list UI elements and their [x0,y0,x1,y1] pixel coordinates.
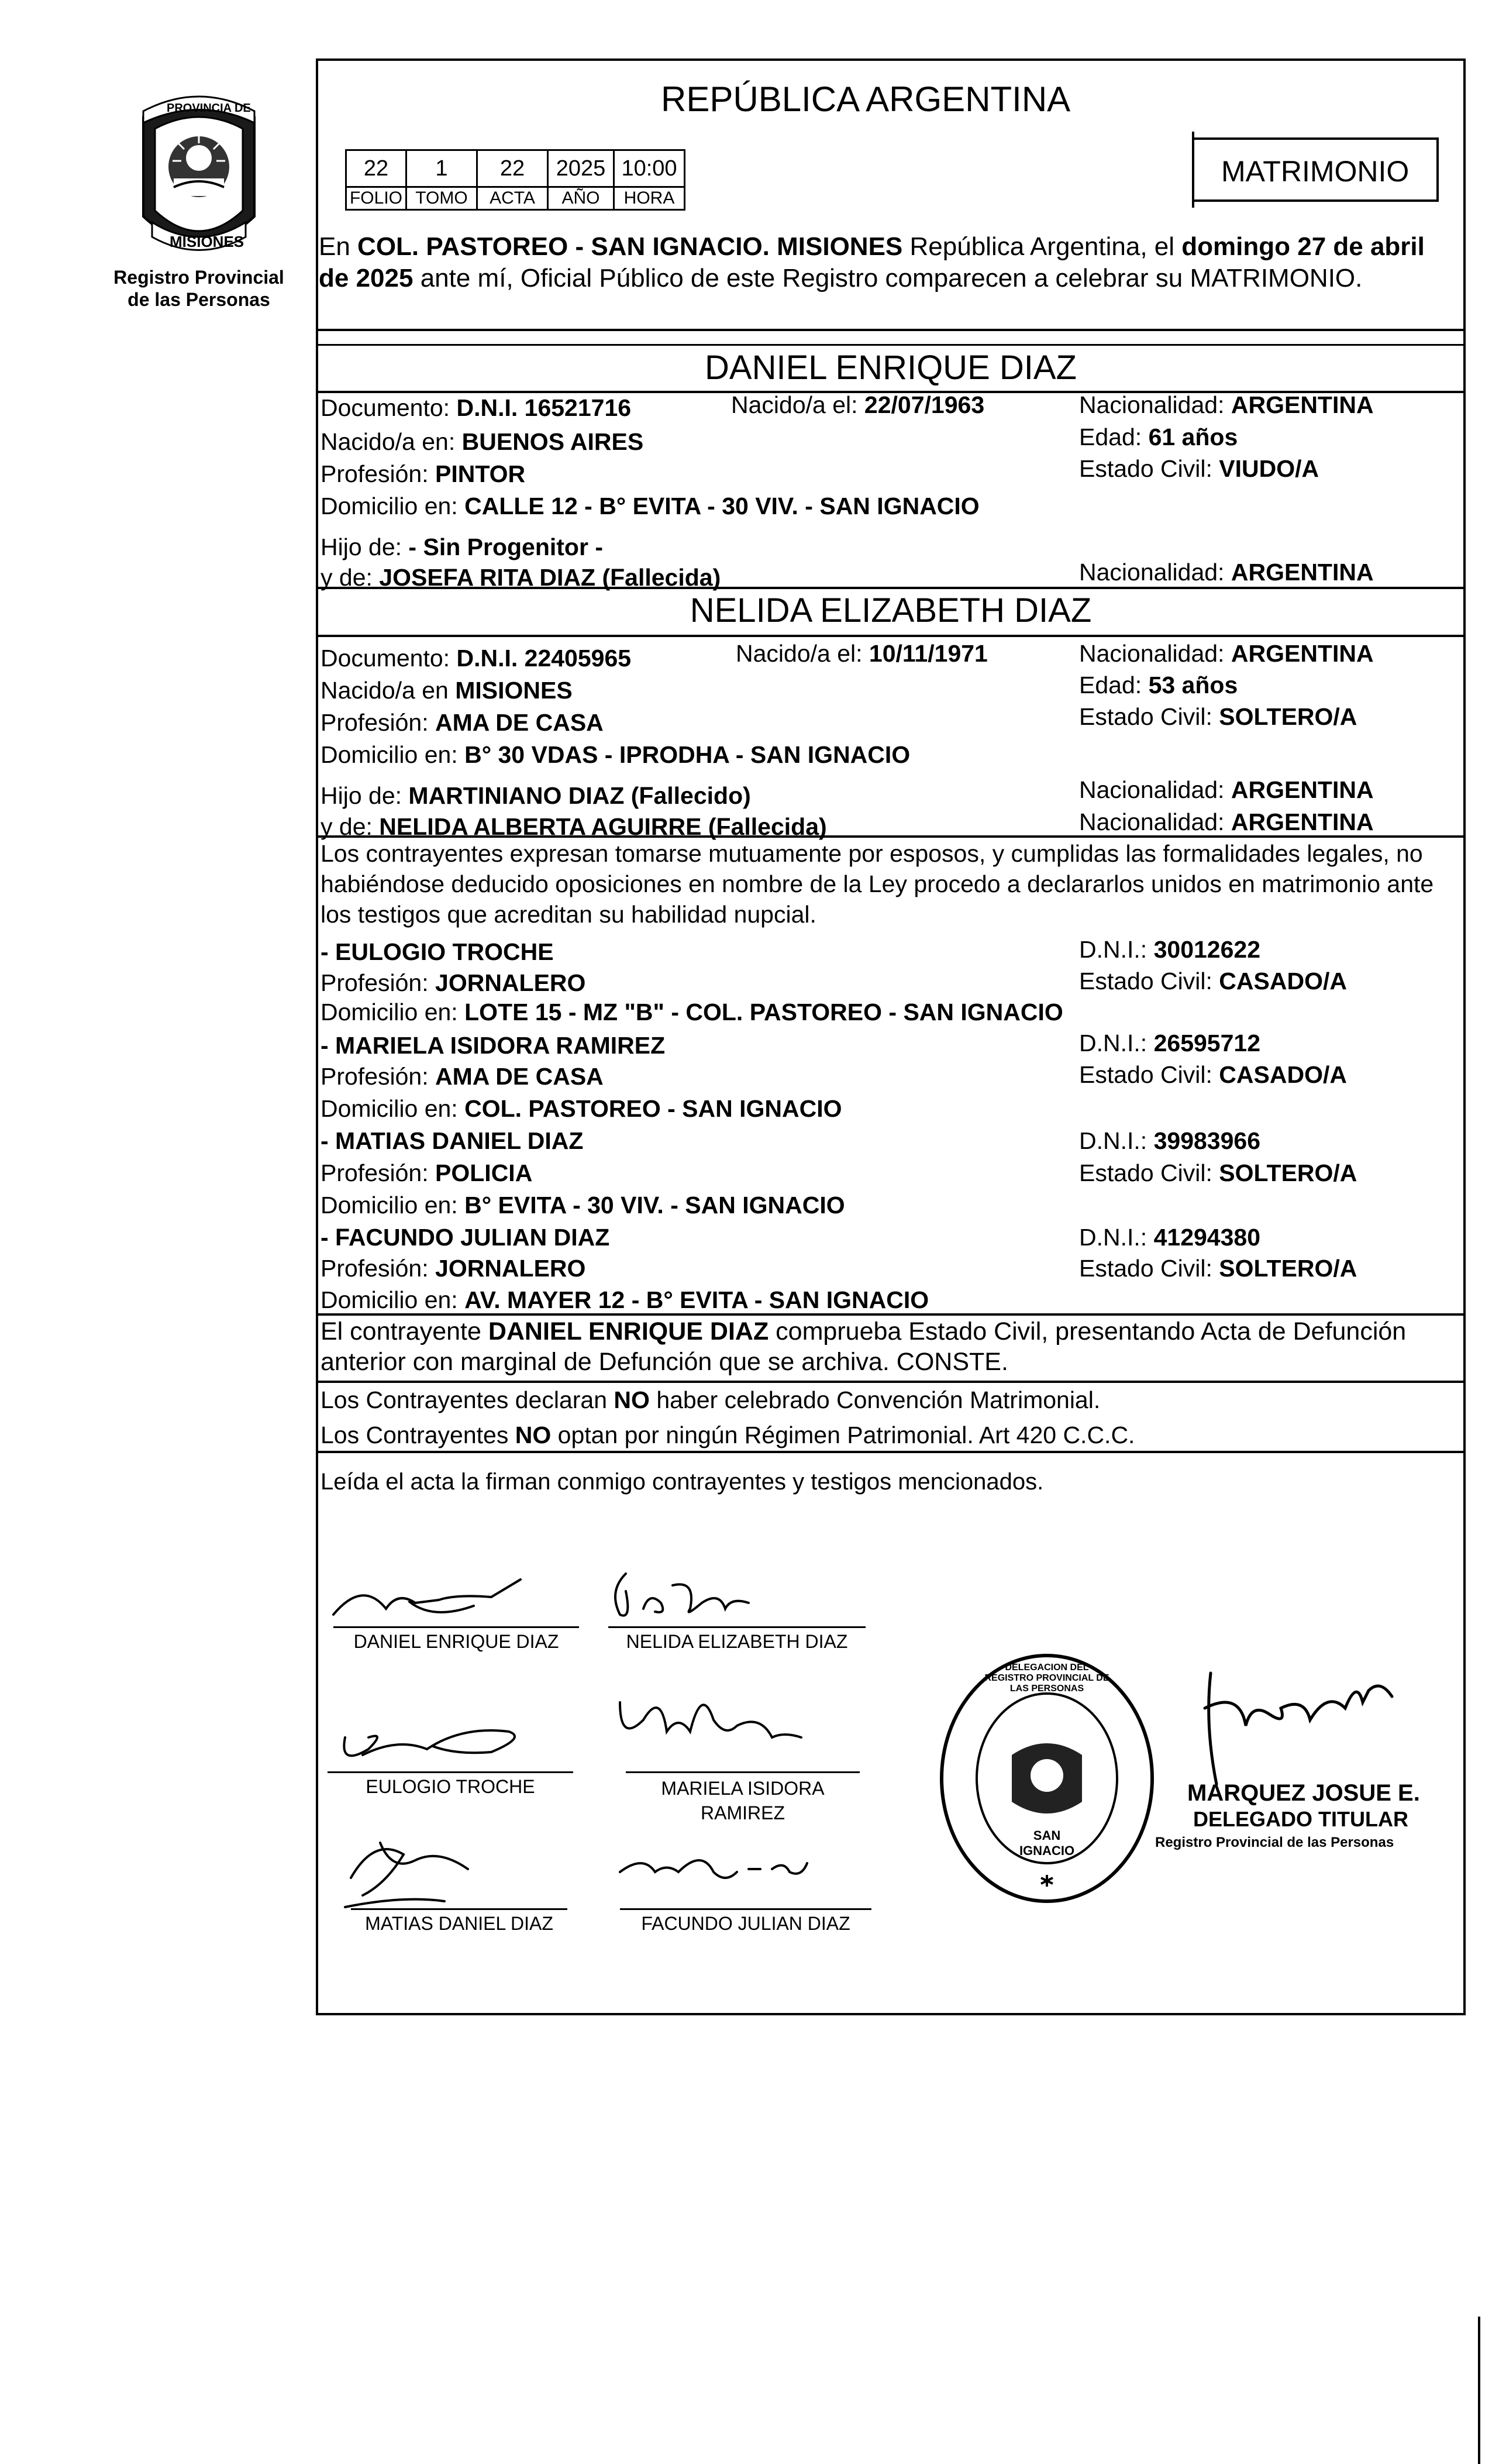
spouse2-padre-nacionalidad: Nacionalidad: ARGENTINA [1079,776,1374,803]
caption-line2: de las Personas [127,289,270,310]
spouse1-profesion: Profesión: PINTOR [321,460,526,487]
witness1-domicilio: Domicilio en: LOTE 15 - MZ "B" - COL. PASTOREO - SAN IGNACIO [321,999,1063,1025]
intro-place: COL. PASTOREO - SAN IGNACIO. MISIONES [357,232,903,261]
spouse1-y-de: y de: JOSEFA RITA DIAZ (Fallecida) [321,564,721,591]
convention-line2: Los Contrayentes NO optan por ningún Régimen Patrimonial. Art 420 C.C.C. [321,1422,1135,1448]
witness1-profesion: Profesión: JORNALERO [321,969,586,996]
spouse1-madre-nacionalidad: Nacionalidad: ARGENTINA [1079,559,1374,586]
anio-label: AÑO [548,187,614,210]
divider [316,1451,1466,1453]
anio-value: 2025 [548,150,614,187]
signature-line [351,1908,567,1910]
registry-caption [94,266,304,311]
signature-label-witness3: MATIAS DANIEL DIAZ [365,1913,553,1934]
spouse2-documento: Documento: D.N.I. 22405965 [321,645,632,672]
spouse2-madre-nacionalidad: Nacionalidad: ARGENTINA [1079,808,1374,835]
witness2-domicilio: Domicilio en: COL. PASTOREO - SAN IGNACIO [321,1095,842,1122]
witness3-domicilio: Domicilio en: B° EVITA - 30 VIV. - SAN IGNACIO [321,1192,845,1219]
spouse2-edad: Edad: 53 años [1079,672,1238,698]
divider [316,635,1466,637]
spouse2-nacido-en: Nacido/a en MISIONES [321,677,573,704]
signature-line [626,1771,860,1773]
spouse2-y-de: y de: NELIDA ALBERTA AGUIRRE (Fallecida) [321,813,827,840]
declaration-paragraph: Los contrayentes expresan tomarse mutuamente por esposos, y cumplidas las formalidades legales, no habiéndose deducido oposiciones en nombre de la Ley procedo a declararlos unidos en matrimonio ante los testigos que acreditan su habilidad nupcial. [321,840,1434,928]
divider [316,344,1466,346]
margin-mark [1478,2317,1480,2464]
signature-line [608,1626,866,1628]
convention-line1: Los Contrayentes declaran NO haber celebrado Convención Matrimonial. [321,1386,1101,1413]
official-name: MARQUEZ JOSUE E. [1187,1780,1420,1806]
act-type-box-left [1192,132,1194,208]
spouse2-nacido-el: Nacido/a el: 10/11/1971 [736,640,988,667]
signature-label-spouse1: DANIEL ENRIQUE DIAZ [353,1631,559,1652]
folio-label: FOLIO [346,187,406,210]
spouse2-domicilio: Domicilio en: B° 30 VDAS - IPRODHA - SAN IGNACIO [321,741,911,768]
witness2-profesion: Profesión: AMA DE CASA [321,1063,604,1090]
witness2-dni: D.N.I.: 26595712 [1079,1030,1261,1057]
witness4-dni: D.N.I.: 41294380 [1079,1224,1261,1251]
divider [316,835,1466,838]
registry-logo [120,94,278,269]
official-signature-icon [1170,1656,1450,1796]
spouse2-profesion: Profesión: AMA DE CASA [321,709,604,736]
spouse2-hijo-de: Hijo de: MARTINIANO DIAZ (Fallecido) [321,782,751,809]
stamp-ring-text: DELEGACION DEL REGISTRO PROVINCIAL DE LAS PERSONAS [984,1663,1109,1694]
registry-table [345,149,685,211]
signature-label-witness2: MARIELA ISIDORA RAMIREZ [661,1778,825,1823]
acta-value: 22 [477,150,548,187]
divider [316,587,1466,589]
witness3-estado-civil: Estado Civil: SOLTERO/A [1079,1159,1357,1186]
spouse1-nacido-el: Nacido/a el: 22/07/1963 [731,391,985,418]
witness1-name: - EULOGIO TROCHE [321,938,554,965]
official-stamp [936,1650,1158,1907]
spouse1-domicilio: Domicilio en: CALLE 12 - B° EVITA - 30 VIV. - SAN IGNACIO [321,493,980,519]
intro-text-1: En [319,232,358,261]
stamp-inner-text: SAN IGNACIO [1019,1828,1075,1858]
spouse1-nacido-en: Nacido/a en: BUENOS AIRES [321,428,644,455]
witness1-dni: D.N.I.: 30012622 [1079,936,1261,963]
spouse1-nacionalidad: Nacionalidad: ARGENTINA [1079,391,1374,418]
civil-status-note: El contrayente DANIEL ENRIQUE DIAZ comprueba Estado Civil, presentando Acta de Defunción anterior con marginal de Defunción que se archiva. CONSTE. [321,1317,1407,1376]
tomo-label: TOMO [406,187,477,210]
signature-label-witness1: EULOGIO TROCHE [366,1776,535,1797]
official-title: DELEGADO TITULAR [1193,1807,1408,1831]
hora-value: 10:00 [614,150,685,187]
intro-date: domingo 27 de abril de 2025 [319,232,1425,292]
hora-label: HORA [614,187,685,210]
spouse2-estado-civil: Estado Civil: SOLTERO/A [1079,703,1357,730]
divider [316,1313,1466,1316]
intro-text-3: ante mí, Oficial Público de este Registro comparecen a celebrar su MATRIMONIO. [413,264,1363,292]
signature-label-spouse2: NELIDA ELIZABETH DIAZ [626,1631,848,1652]
seal-text-bottom: MISIONES [170,233,244,250]
witness4-estado-civil: Estado Civil: SOLTERO/A [1079,1255,1357,1282]
witness1-estado-civil: Estado Civil: CASADO/A [1079,968,1347,994]
folio-value: 22 [346,150,406,187]
witness3-name: - MATIAS DANIEL DIAZ [321,1127,584,1154]
signature-line [620,1908,871,1910]
handwritten-signatures-icon [316,1544,959,1942]
spouse2-name: NELIDA ELIZABETH DIAZ [690,591,1092,629]
spouse1-edad: Edad: 61 años [1079,424,1238,450]
divider [316,1381,1466,1383]
closing-text: Leída el acta la firman conmigo contrayentes y testigos mencionados. [321,1469,1044,1495]
divider [316,329,1466,331]
spouse1-hijo-de: Hijo de: - Sin Progenitor - [321,534,603,560]
tomo-value: 1 [406,150,477,187]
acta-label: ACTA [477,187,548,210]
signature-line [328,1771,573,1773]
intro-paragraph [319,231,1456,294]
intro-text-2: República Argentina, el [902,232,1182,261]
act-type-box [1193,137,1439,202]
caption-line1: Registro Provincial [113,267,284,288]
spouse1-estado-civil: Estado Civil: VIUDO/A [1079,455,1319,482]
witness2-estado-civil: Estado Civil: CASADO/A [1079,1061,1347,1088]
spouse1-name: DANIEL ENRIQUE DIAZ [705,349,1077,387]
witness2-name: - MARIELA ISIDORA RAMIREZ [321,1032,666,1059]
spouse2-nacionalidad: Nacionalidad: ARGENTINA [1079,640,1374,667]
witness3-profesion: Profesión: POLICIA [321,1159,533,1186]
act-type-label: MATRIMONIO [1221,155,1410,188]
spouse1-documento: Documento: D.N.I. 16521716 [321,394,632,421]
witness3-dni: D.N.I.: 39983966 [1079,1127,1261,1154]
official-registry: Registro Provincial de las Personas [1155,1835,1394,1850]
signature-label-witness4: FACUNDO JULIAN DIAZ [641,1913,850,1934]
seal-text-top: PROVINCIA DE [167,102,251,115]
document-title: REPÚBLICA ARGENTINA [661,80,1071,119]
signature-line [333,1626,579,1628]
witness4-name: - FACUNDO JULIAN DIAZ [321,1224,610,1251]
witness4-profesion: Profesión: JORNALERO [321,1255,586,1282]
witness4-domicilio: Domicilio en: AV. MAYER 12 - B° EVITA - SAN IGNACIO [321,1286,929,1313]
